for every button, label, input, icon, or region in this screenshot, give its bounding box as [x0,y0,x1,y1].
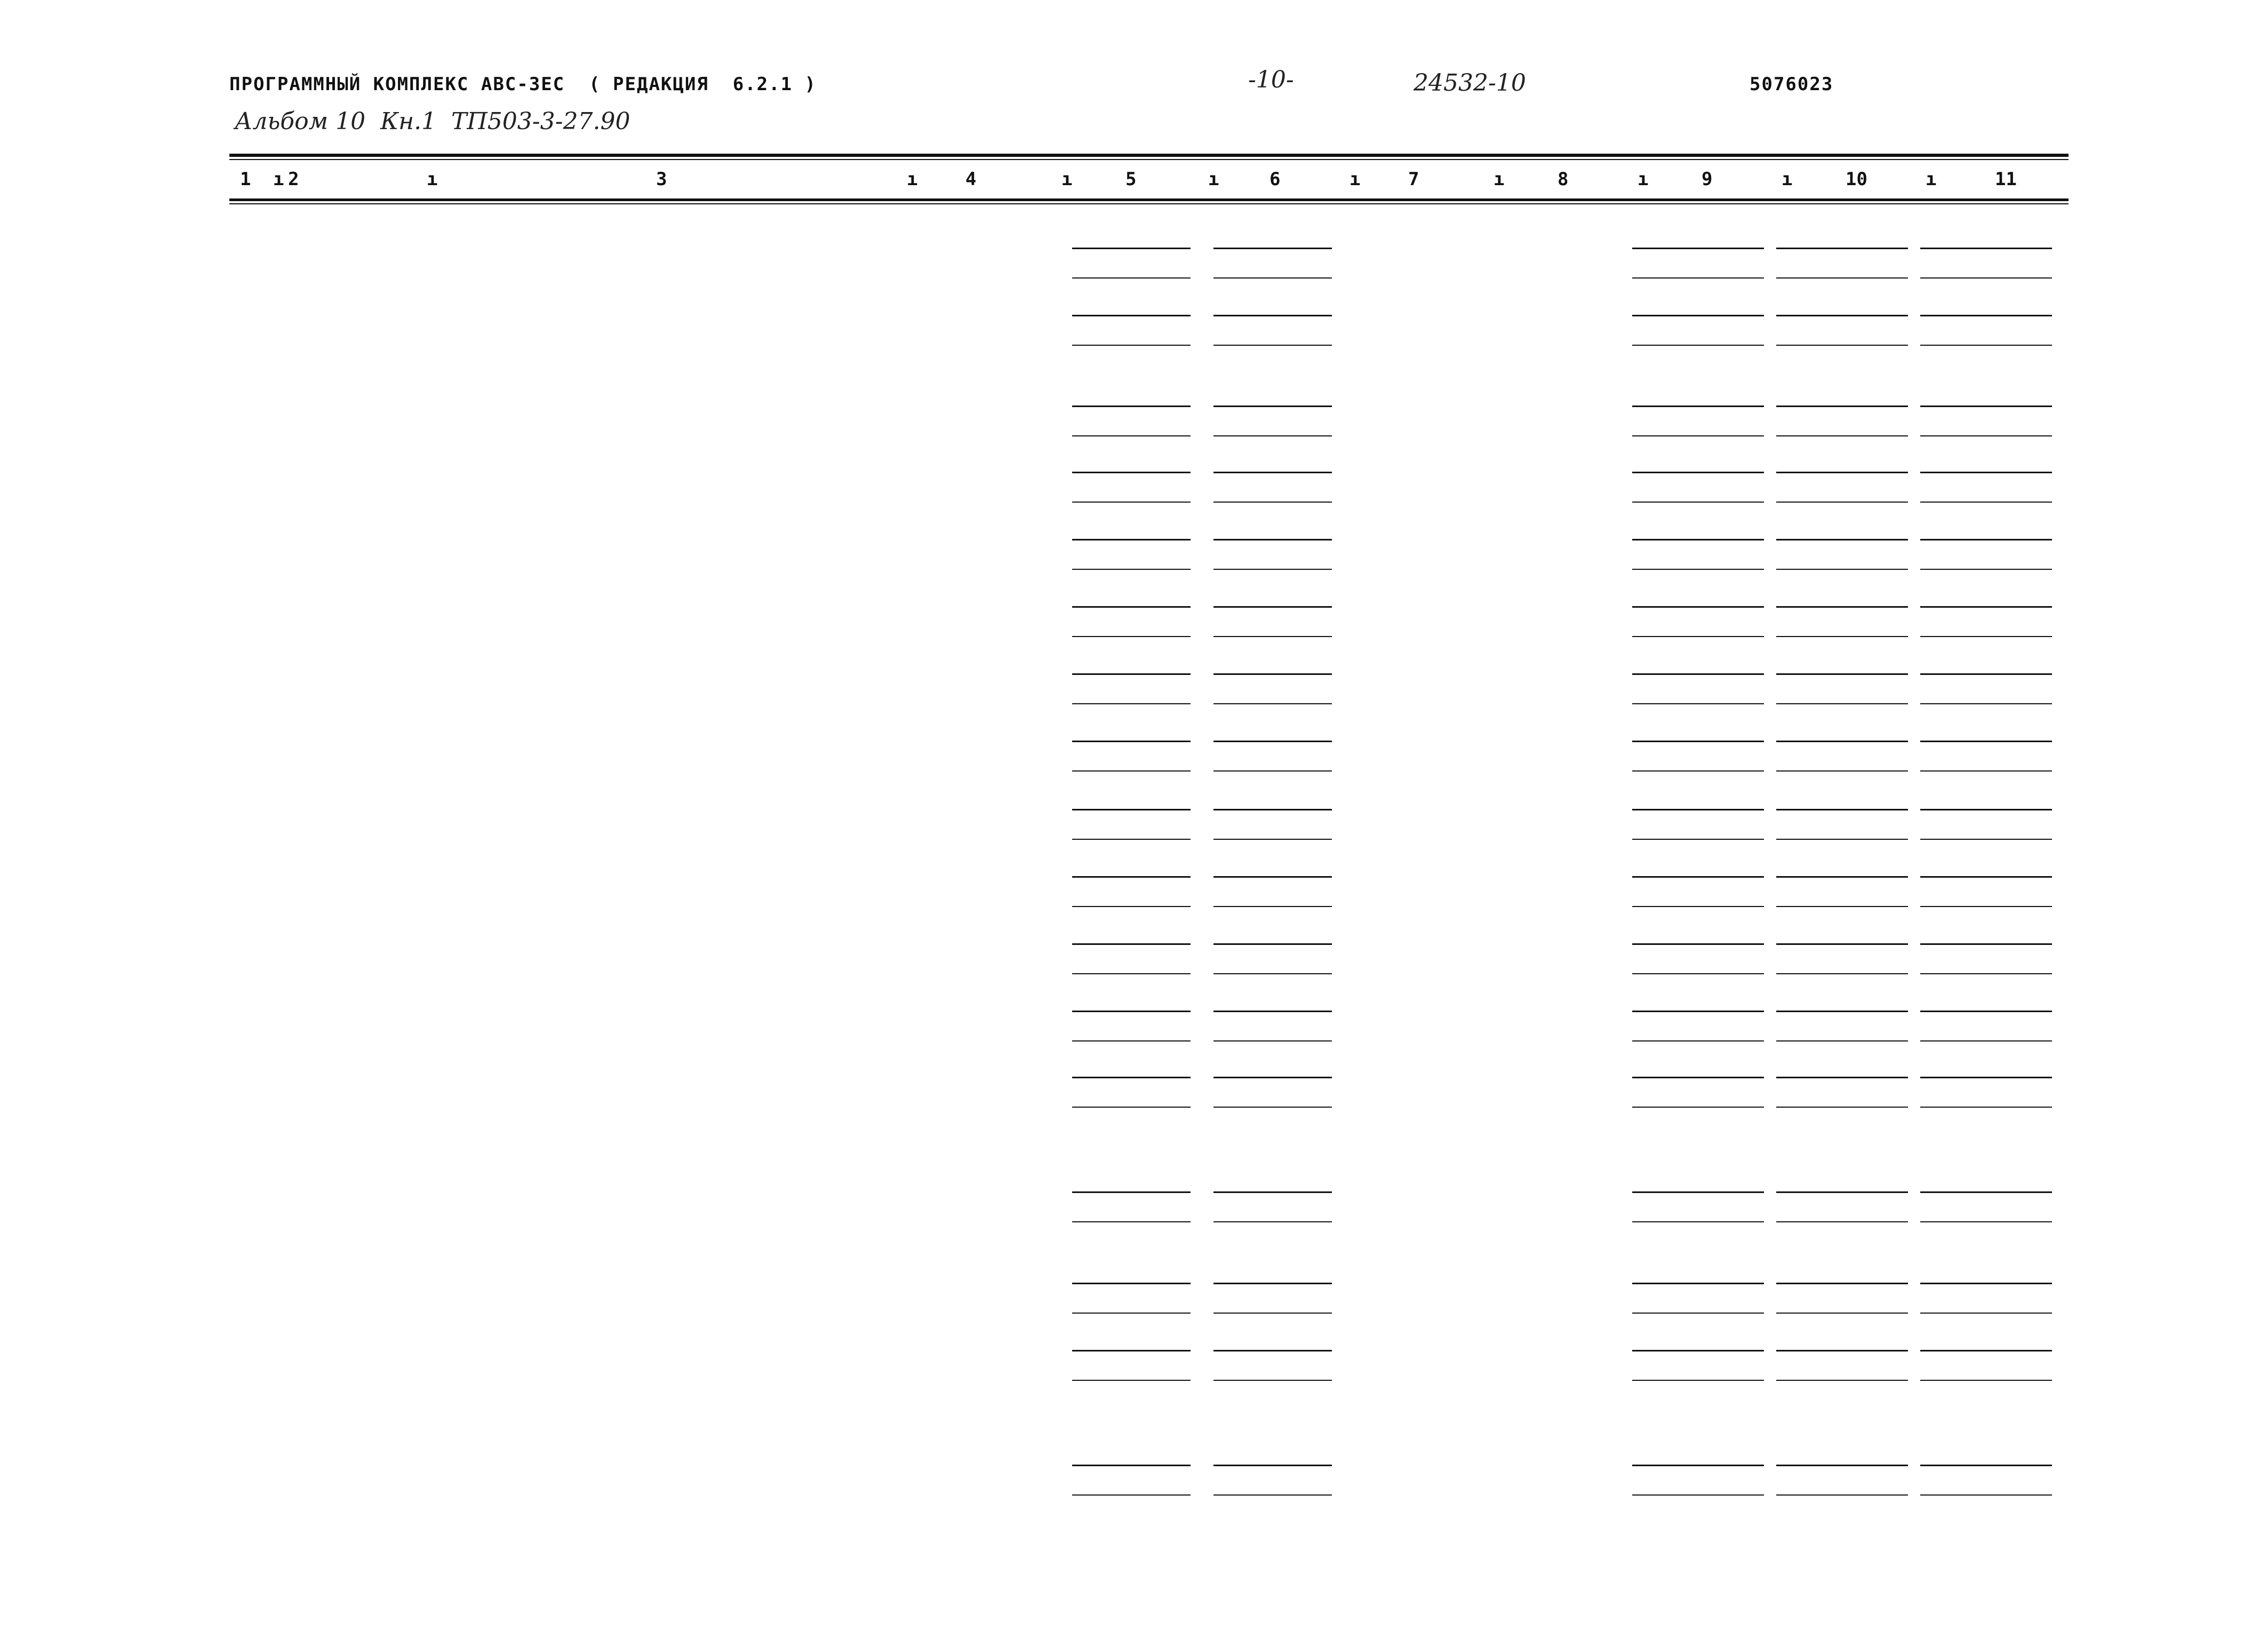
cell-divider [1632,1221,1764,1222]
cell-divider [1776,1494,1908,1496]
table-top-rule-2 [229,159,2069,160]
column-separator: ı [427,169,438,190]
cell-divider [1072,906,1191,907]
cell-divider [1632,1191,1764,1193]
cell-divider [1776,435,1908,436]
cell-divider [1072,1350,1191,1351]
cell-divider [1920,472,2052,473]
cell-divider [1632,1283,1764,1284]
cell-divider [1920,906,2052,907]
column-separator: ı [1926,169,1937,190]
cell-divider [1213,248,1332,249]
column-header-8: 8 [1558,169,1569,190]
cell-divider [1213,1011,1332,1012]
column-header-7: 7 [1408,169,1419,190]
cell-divider [1920,809,2052,810]
cell-divider [1776,703,1908,704]
cell-divider [1920,405,2052,407]
cell-divider [1632,1011,1764,1012]
cell-divider [1632,277,1764,279]
cell-divider [1776,943,1908,945]
cell-divider [1213,741,1332,742]
cell-divider [1632,345,1764,346]
cell-divider [1632,539,1764,540]
cell-divider [1776,1221,1908,1222]
cell-divider [1776,636,1908,637]
table-header-rule [229,198,2069,201]
cell-divider [1920,539,2052,540]
cell-divider [1920,1380,2052,1381]
cell-divider [1776,770,1908,772]
cell-divider [1920,1107,2052,1108]
cell-divider [1072,741,1191,742]
cell-divider [1213,539,1332,540]
cell-divider [1072,1380,1191,1381]
column-header-9: 9 [1702,169,1713,190]
cell-divider [1920,703,2052,704]
program-title: ПРОГРАММНЫЙ КОМПЛЕКС АВС-3ЕС ( РЕДАКЦИЯ 6.2.1 ) [229,74,817,95]
album-reference: Альбом 10 Кн.1 ТП503-3-27.90 [235,108,630,135]
cell-divider [1072,569,1191,570]
cell-divider [1776,741,1908,742]
cell-divider [1632,973,1764,974]
cell-divider [1920,1350,2052,1351]
cell-divider [1213,770,1332,772]
cell-divider [1920,1313,2052,1314]
cell-divider [1072,1011,1191,1012]
column-separator: ı [1638,169,1649,190]
cell-divider [1072,1494,1191,1496]
cell-divider [1632,876,1764,878]
column-header-11: 11 [1995,169,2017,190]
cell-divider [1072,673,1191,675]
cell-divider [1776,1380,1908,1381]
column-separator: ı [1349,169,1361,190]
cell-divider [1213,1350,1332,1351]
cell-divider [1632,673,1764,675]
cell-divider [1776,1191,1908,1193]
table-top-rule [229,154,2069,157]
cell-divider [1632,606,1764,608]
cell-divider [1920,502,2052,503]
cell-divider [1632,1040,1764,1041]
cell-divider [1776,973,1908,974]
column-separator: ı [1208,169,1219,190]
cell-divider [1920,770,2052,772]
cell-divider [1213,906,1332,907]
cell-divider [1213,1221,1332,1222]
cell-divider [1072,606,1191,608]
cell-divider [1632,1107,1764,1108]
cell-divider [1632,248,1764,249]
cell-divider [1632,741,1764,742]
cell-divider [1213,569,1332,570]
cell-divider [1632,1465,1764,1466]
cell-divider [1632,839,1764,840]
cell-divider [1213,839,1332,840]
cell-divider [1776,606,1908,608]
cell-divider [1920,1494,2052,1496]
cell-divider [1632,1350,1764,1351]
cell-divider [1776,839,1908,840]
table-header-rule-2 [229,203,2069,204]
cell-divider [1072,539,1191,540]
cell-divider [1213,502,1332,503]
cell-divider [1213,435,1332,436]
cell-divider [1213,405,1332,407]
cell-divider [1632,943,1764,945]
cell-divider [1776,1350,1908,1351]
cell-divider [1072,405,1191,407]
cell-divider [1072,1221,1191,1222]
cell-divider [1072,1465,1191,1466]
cell-divider [1920,943,2052,945]
cell-divider [1920,569,2052,570]
cell-divider [1920,435,2052,436]
cell-divider [1776,539,1908,540]
cell-divider [1632,809,1764,810]
cell-divider [1213,876,1332,878]
cell-divider [1920,741,2052,742]
cell-divider [1920,248,2052,249]
cell-divider [1920,839,2052,840]
cell-divider [1632,1494,1764,1496]
document-code: 24532-10 [1413,69,1526,97]
cell-divider [1632,636,1764,637]
cell-divider [1776,248,1908,249]
cell-divider [1213,1191,1332,1193]
cell-divider [1213,809,1332,810]
cell-divider [1632,770,1764,772]
cell-divider [1632,435,1764,436]
cell-divider [1213,636,1332,637]
cell-divider [1920,636,2052,637]
column-separator: ı [1782,169,1793,190]
cell-divider [1776,1107,1908,1108]
cell-divider [1920,1221,2052,1222]
cell-divider [1920,973,2052,974]
cell-divider [1776,315,1908,316]
cell-divider [1920,606,2052,608]
cell-divider [1776,876,1908,878]
cell-divider [1072,248,1191,249]
cell-divider [1920,1011,2052,1012]
cell-divider [1632,1077,1764,1078]
cell-divider [1920,315,2052,316]
cell-divider [1213,315,1332,316]
cell-divider [1776,472,1908,473]
cell-divider [1213,1494,1332,1496]
cell-divider [1776,1011,1908,1012]
cell-divider [1072,1313,1191,1314]
cell-divider [1072,1107,1191,1108]
cell-divider [1072,1283,1191,1284]
cell-divider [1213,345,1332,346]
cell-divider [1632,703,1764,704]
cell-divider [1920,1283,2052,1284]
cell-divider [1776,673,1908,675]
cell-divider [1632,405,1764,407]
cell-divider [1632,315,1764,316]
cell-divider [1072,770,1191,772]
document-number: 5076023 [1750,74,1834,95]
cell-divider [1920,1077,2052,1078]
cell-divider [1213,606,1332,608]
cell-divider [1776,906,1908,907]
cell-divider [1072,809,1191,810]
column-header-5: 5 [1125,169,1137,190]
cell-divider [1072,839,1191,840]
cell-divider [1632,569,1764,570]
cell-divider [1072,1191,1191,1193]
cell-divider [1776,1040,1908,1041]
cell-divider [1072,973,1191,974]
column-header-4: 4 [965,169,977,190]
cell-divider [1072,1040,1191,1041]
cell-divider [1920,1040,2052,1041]
column-separator: ı [907,169,918,190]
cell-divider [1776,1313,1908,1314]
column-header-6: 6 [1269,169,1281,190]
cell-divider [1632,1313,1764,1314]
cell-divider [1213,1380,1332,1381]
cell-divider [1072,435,1191,436]
cell-divider [1213,1040,1332,1041]
cell-divider [1776,345,1908,346]
cell-divider [1920,1465,2052,1466]
column-separator: ı [1494,169,1505,190]
cell-divider [1072,1077,1191,1078]
cell-divider [1072,636,1191,637]
cell-divider [1072,703,1191,704]
cell-divider [1213,943,1332,945]
cell-divider [1213,1107,1332,1108]
cell-divider [1920,876,2052,878]
cell-divider [1776,502,1908,503]
cell-divider [1213,1465,1332,1466]
cell-divider [1072,315,1191,316]
column-header-3: 3 [656,169,667,190]
cell-divider [1776,569,1908,570]
cell-divider [1213,1313,1332,1314]
cell-divider [1072,277,1191,279]
column-separator: ı [273,169,284,190]
cell-divider [1072,876,1191,878]
column-header-10: 10 [1846,169,1867,190]
cell-divider [1213,472,1332,473]
cell-divider [1920,345,2052,346]
column-separator: ı [1061,169,1073,190]
cell-divider [1632,502,1764,503]
cell-divider [1776,277,1908,279]
cell-divider [1213,673,1332,675]
cell-divider [1920,1191,2052,1193]
cell-divider [1213,973,1332,974]
cell-divider [1776,1283,1908,1284]
cell-divider [1213,1077,1332,1078]
cell-divider [1072,472,1191,473]
cell-divider [1920,277,2052,279]
cell-divider [1632,472,1764,473]
cell-divider [1213,1283,1332,1284]
cell-divider [1213,703,1332,704]
page-number: -10- [1248,66,1294,93]
cell-divider [1072,345,1191,346]
cell-divider [1072,943,1191,945]
cell-divider [1072,502,1191,503]
cell-divider [1776,1465,1908,1466]
column-header-2: 2 [288,169,299,190]
cell-divider [1213,277,1332,279]
cell-divider [1920,673,2052,675]
cell-divider [1776,809,1908,810]
cell-divider [1776,405,1908,407]
cell-divider [1632,906,1764,907]
column-header-1: 1 [240,169,251,190]
cell-divider [1776,1077,1908,1078]
cell-divider [1632,1380,1764,1381]
